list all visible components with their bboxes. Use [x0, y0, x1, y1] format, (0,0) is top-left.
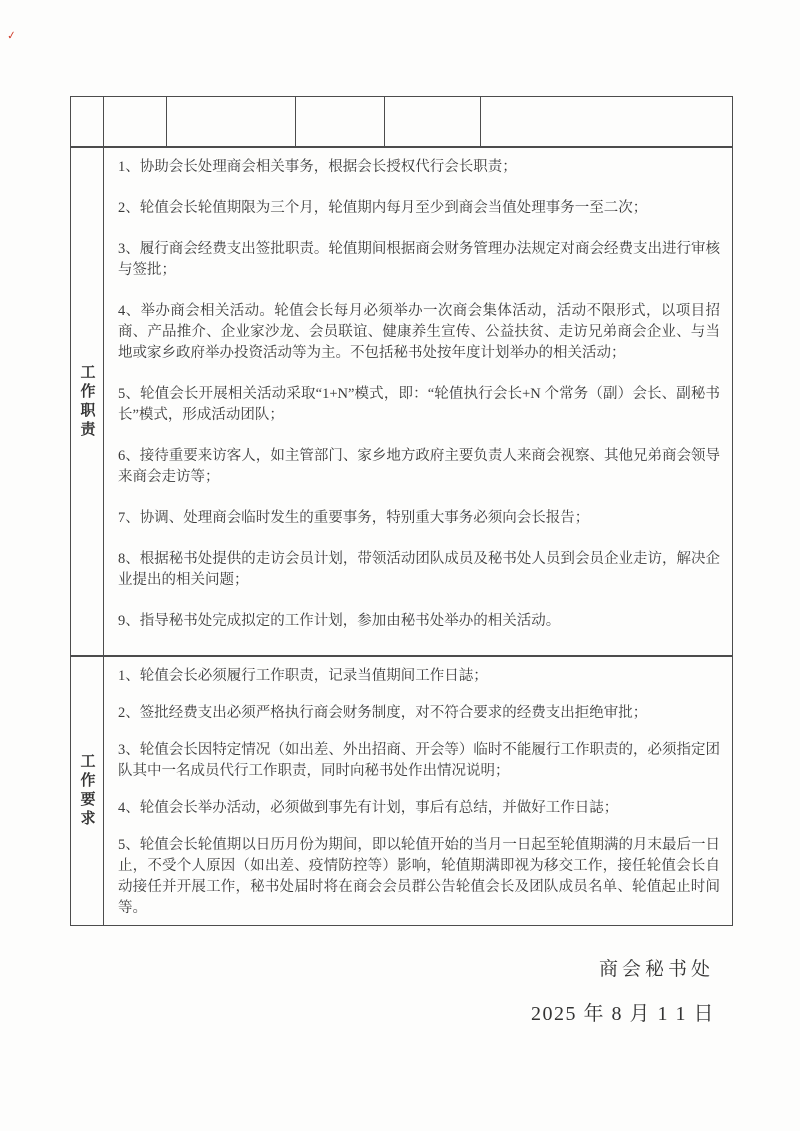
header-cell	[385, 97, 481, 146]
requirement-item: 1、轮值会长必须履行工作职责，记录当值期间工作日誌；	[118, 668, 488, 684]
header-cell	[481, 97, 732, 146]
footer-date: 2025 年 8 月 1 1 日	[531, 1003, 715, 1025]
header-cell	[296, 97, 385, 146]
requirement-item: 3、轮值会长因特定情况（如出差、外出招商、开会等）临时不能履行工作职责的，必须指定团队其中一名成员代行工作职责，同时向秘书处作出情况说明；	[118, 742, 720, 779]
section-content-requirements	[104, 657, 732, 925]
duty-item: 9、指导秘书处完成拟定的工作计划，参加由秘书处举办的相关活动。	[118, 613, 561, 629]
header-cell	[104, 97, 167, 146]
requirement-item: 5、轮值会长轮值期以日历月份为期间，即以轮值开始的当月一日起至轮值期满的月末最后一日止，不受个人原因（如出差、疫情防控等）影响，轮值期满即视为移交工作，接任轮值会长自动接任并开展工作，秘书处届时将在商会会员群公告轮值会长及团队成员名单、轮值起止时间等。	[118, 837, 720, 916]
duty-item: 3、履行商会经费支出签批职责。轮值期间根据商会财务管理办法规定对商会经费支出进行审核与签批；	[118, 241, 720, 278]
duty-item: 4、举办商会相关活动。轮值会长每月必须举办一次商会集体活动，活动不限形式，以项目招商、产品推介、企业家沙龙、会员联谊、健康养生宣传、公益扶贫、走访兄弟商会企业、与当地或家乡政府举办投资活动等为主。不包括秘书处按年度计划举办的相关活动；	[118, 303, 720, 361]
duty-item: 8、根据秘书处提供的走访会员计划，带领活动团队成员及秘书处人员到会员企业走访，解决企业提出的相关问题；	[118, 551, 720, 588]
section-row-requirements	[71, 655, 732, 925]
duty-item: 5、轮值会长开展相关活动采取“1+N”模式，即：“轮值执行会长+N 个常务（副）会长、副秘书长”模式，形成活动团队；	[118, 386, 720, 423]
duties-table	[70, 96, 733, 926]
duty-item: 6、接待重要来访客人，如主管部门、家乡地方政府主要负责人来商会视察、其他兄弟商会领导来商会走访等；	[118, 448, 720, 485]
section-label-cell-duties	[71, 148, 104, 655]
section-label-duties: 工作职责	[78, 363, 95, 440]
requirement-item: 4、轮值会长举办活动，必须做到事先有计划，事后有总结，并做好工作日誌；	[118, 800, 619, 816]
duty-item: 1、协助会长处理商会相关事务，根据会长授权代行会长职责；	[118, 159, 517, 175]
section-row-duties	[71, 148, 732, 655]
duty-item: 7、协调、处理商会临时发生的重要事务，特别重大事务必须向会长报告；	[118, 510, 590, 526]
header-cell	[167, 97, 296, 146]
footer-signature: 商会秘书处	[598, 959, 714, 980]
header-cell	[71, 97, 104, 146]
section-label-requirements: 工作要求	[78, 753, 95, 829]
section-label-cell-requirements	[71, 657, 104, 925]
requirement-item: 2、签批经费支出必须严格执行商会财务制度，对不符合要求的经费支出拒绝审批；	[118, 705, 648, 721]
duty-item: 2、轮值会长轮值期限为三个月，轮值期内每月至少到商会当值处理事务一至二次；	[118, 200, 648, 216]
section-content-duties	[104, 148, 732, 655]
table-header-row	[71, 97, 732, 148]
red-stamp-mark: ✓	[6, 28, 18, 43]
